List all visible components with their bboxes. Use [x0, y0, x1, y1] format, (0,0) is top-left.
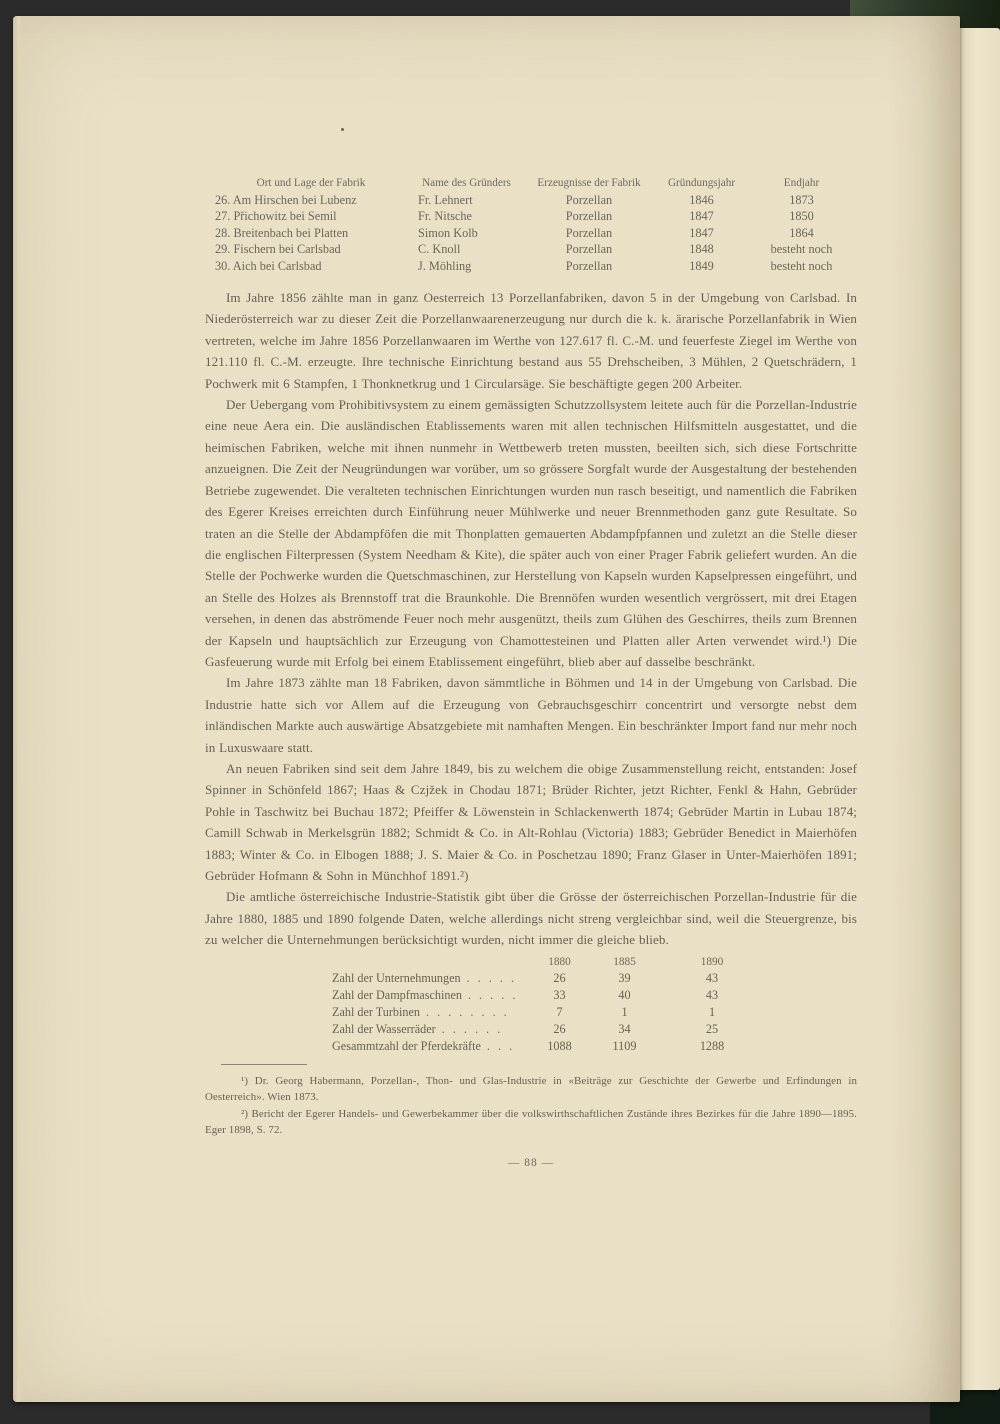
cell-endjahr: besteht noch: [770, 258, 833, 273]
paragraph-1856: Im Jahre 1856 zählte man in ganz Oesterreich 13 Porzellanfabriken, davon 5 in der Umgebung von Carlsbad. In Niederösterreich war zu dieser Zeit die Porzellanwaarenerzeugung nur durch die k. k. ärarische Porzellanfabrik in Wien vertreten, welche im Jahre 1856 Porzellanwaaren im Werthe von 127.617 fl. C.-M. und feuerfeste Ziegel im Werthe von 121.110 fl. C.-M. erzeugte. Ihre technische Einrichtung bestand aus 55 Drehscheiben, 3 Mühlen, 2 Quetschrädern, 1 Pochwerk mit 6 Stampfen, 1 Thonknetkrug und 1 Circularsäge. Sie beschäftigte gegen 200 Arbeiter.: [205, 290, 857, 391]
dot-leader: . . . . . .: [441, 1021, 501, 1036]
stat-label-text: Zahl der Wasserräder: [332, 1021, 436, 1036]
stat-value: 1: [708, 1004, 716, 1019]
table-row: [332, 1021, 762, 1038]
stat-value: 43: [705, 970, 719, 985]
table-row: [332, 1004, 762, 1021]
cell-ort: 27. Přichowitz bei Semil: [215, 209, 337, 224]
stat-value: 40: [618, 987, 631, 1002]
table-row: [332, 970, 762, 987]
table-row: [213, 208, 854, 224]
column-header-gruender: Name des Gründers: [422, 177, 511, 189]
stat-label: [332, 1038, 532, 1055]
stat-label: [332, 987, 532, 1004]
stat-value: 43: [705, 987, 719, 1002]
empty-cell: [332, 954, 532, 970]
cell-erzeugnisse: Porzellan: [565, 242, 613, 257]
dot-leader: . . . . . . . .: [426, 1004, 507, 1019]
cell-gruender: Simon Kolb: [418, 225, 478, 240]
column-header-gruendungsjahr: Gründungsjahr: [667, 177, 736, 189]
table-row: [213, 192, 854, 208]
cell-gruendungsjahr: 1847: [689, 225, 714, 240]
cell-gruendungsjahr: 1847: [689, 209, 714, 224]
stat-value: 26: [553, 970, 566, 985]
stat-value: 7: [556, 1004, 563, 1019]
stat-value: 1288: [699, 1038, 725, 1053]
footnote-2: ²) Bericht der Egerer Handels- und Gewerbekammer über die volkswirthschaftlichen Zustände ihres Bezirkes für die Jahre 1890—1895. Eger 1898, S. 72.: [205, 1107, 857, 1137]
paragraph-neue-fabriken: An neuen Fabriken sind seit dem Jahre 1849, bis zu welchem die obige Zusammenstellung reicht, entstanden: Josef Spinner in Schönfeld 1867; Haas & Czjžek in Chodau 1871; Brüder Richter, jetzt Richter, Fenkl & Hahn, Gebrüder Pohle in Taschwitz bei Buchau 1872; Pfeiffer & Löwenstein in Schlackenwerth 1874; Gebrüder Martin in Lubau 1874; Camill Schwab in Merkelsgrün 1882; Schmidt & Co. in Alt-Rohlau (Victoria) 1883; Gebrüder Benedict in Maierhöfen 1883; Winter & Co. in Elbogen 1888; J. S. Maier & Co. in Poschetzau 1890; Franz Glaser in Unter-Maierhöfen 1891; Gebrüder Hofmann & Sohn in Münchhof 1891.²): [205, 760, 857, 883]
stat-value: 1: [621, 1004, 628, 1019]
cell-endjahr: 1850: [789, 209, 814, 224]
year-1880: 1880: [548, 955, 571, 968]
page-content: [205, 174, 857, 1169]
stat-value: 39: [618, 970, 631, 985]
statistics-year-header: [332, 954, 762, 970]
cell-gruender: J. Möhling: [418, 258, 472, 273]
dot-leader: . . . . .: [467, 987, 516, 1002]
paragraph-1873: Im Jahre 1873 zählte man 18 Fabriken, davon sämmtliche in Böhmen und 14 in der Umgebung von Carlsbad. Die Industrie hatte sich vor Allem auf die Erzeugung von Gebrauchsgeschirr concentrirt und versorgte nebst dem inländischen Markte auch auswärtige Absatzgebiete mit namhaften Mengen. Ein beschränkter Import fand nur mehr noch in Luxuswaare statt.: [205, 675, 857, 755]
table-row: [213, 241, 854, 257]
stat-label-text: Zahl der Turbinen: [332, 1004, 421, 1019]
cell-ort: 26. Am Hirschen bei Lubenz: [215, 193, 357, 207]
column-header-endjahr: Endjahr: [783, 177, 820, 189]
stat-value: 1088: [547, 1038, 572, 1053]
dot-leader: . . .: [486, 1038, 513, 1053]
footnote-divider: [221, 1064, 307, 1065]
page-number: — 88 —: [507, 1157, 555, 1169]
body-text: [205, 287, 857, 951]
table-row: [213, 225, 854, 241]
factory-table-header: [213, 174, 854, 192]
paragraph-statistik: Die amtliche österreichische Industrie-Statistik gibt über die Grösse der österreichischen Porzellan-Industrie für die Jahre 1880, 1885 und 1890 folgende Daten, welche allerdings nicht streng vergleichbar sind, weil die Steuergrenze, bis zu welcher die Unternehmungen berücksichtigt wurden, nicht immer die gleiche blieb.: [205, 889, 857, 948]
cell-ort: 30. Aich bei Carlsbad: [215, 258, 322, 273]
year-1885: 1885: [613, 955, 636, 968]
factory-table: [213, 174, 854, 274]
stat-label-text: Zahl der Dampfmaschinen: [332, 987, 462, 1002]
cell-gruender: C. Knoll: [418, 242, 461, 257]
cell-erzeugnisse: Porzellan: [565, 225, 613, 240]
statistics-table: [332, 954, 762, 1055]
cell-gruender: Fr. Lehnert: [418, 193, 473, 207]
stat-label-text: Gesammtzahl der Pferdekräfte: [332, 1038, 481, 1053]
stat-value: 25: [705, 1021, 719, 1036]
stat-label: [332, 1004, 532, 1021]
book-page: [13, 16, 960, 1402]
stat-label: [332, 1021, 532, 1038]
column-header-ort: Ort und Lage der Fabrik: [256, 177, 366, 189]
cell-gruender: Fr. Nitsche: [418, 209, 472, 224]
cell-endjahr: 1864: [789, 225, 814, 240]
cell-gruendungsjahr: 1849: [689, 258, 714, 273]
stat-value: 1109: [612, 1038, 637, 1053]
stat-value: 33: [553, 987, 566, 1002]
facing-page-edge: [956, 28, 1000, 1390]
stat-value: 26: [553, 1021, 566, 1036]
page-edge: [13, 16, 22, 1402]
footnotes: [205, 1073, 857, 1139]
year-1890: 1890: [700, 955, 724, 968]
table-row: [213, 258, 854, 274]
cell-endjahr: besteht noch: [770, 242, 833, 257]
table-row: [332, 987, 762, 1004]
cell-erzeugnisse: Porzellan: [565, 209, 613, 224]
paragraph-uebergang: Der Uebergang vom Prohibitivsystem zu einem gemässigten Schutzzollsystem leitete auch für die Porzellan-Industrie eine neue Aera ein. Die ausländischen Etablissements waren mit allen technischen Hilfsmitteln ausgestattet, und die heimischen Fabriken, welche mit ihnen nunmehr in Wettbewerb treten mussten, beeilten sich, sich diese Fortschritte anzueignen. Die Zeit der Neugründungen war vorüber, um so grössere Sorgfalt wurde der Ausgestaltung der bestehenden Betriebe zugewendet. Die veralteten technischen Einrichtungen wurden nun rasch beseitigt, und namentlich die Fabriken des Egerer Kreises erreichten durch Einführung neuer Mühlwerke und neuer Brennmethoden ganz gute Resultate. So traten an die Stelle der Abdampföfen die mit Thonplatten gemauerten Abdampfpfannen und zuletzt an die Stelle dieser die englischen Filterpressen (System Needham & Kite), die später auch von einer Prager Fabrik geliefert wurden. An die Stelle der Pochwerke wurden die Quetschmaschinen, zur Herstellung von Kapseln wurden Kapselpressen eingeführt, und an Stelle des Holzes als Brennstoff trat die Braunkohle. Die Brennöfen wurden wesentlich vergrössert, mit drei Etagen versehen, in denen das abströmende Feuer noch mehr ausgenützt, theils zum Glühen des Geschirres, theils zum Brennen der Kapseln und hauptsächlich zur Erzeugung von Chamottesteinen und Platten aller Arten verwendet wird.¹) Die Gasfeuerung wurde mit Erfolg bei einem Etablissement eingeführt, blieb aber auf dasselbe beschränkt.: [205, 397, 857, 669]
dot-leader: . . . . .: [466, 970, 515, 985]
print-speck: [341, 128, 344, 131]
cell-endjahr: 1873: [789, 193, 814, 207]
cell-gruendungsjahr: 1846: [689, 193, 714, 207]
cell-erzeugnisse: Porzellan: [565, 193, 613, 207]
cell-ort: 28. Breitenbach bei Platten: [215, 225, 349, 240]
stat-label: [332, 970, 532, 987]
column-header-erzeugnisse: Erzeugnisse der Fabrik: [537, 177, 641, 189]
stat-value: 34: [618, 1021, 631, 1036]
table-row: [332, 1038, 762, 1055]
footnote-1: ¹) Dr. Georg Habermann, Porzellan-, Thon- und Glas-Industrie in «Beiträge zur Geschichte der Gewerbe und Erfindungen in Oesterreich». Wien 1873.: [205, 1074, 857, 1104]
stat-label-text: Zahl der Unternehmungen: [332, 970, 461, 985]
cell-erzeugnisse: Porzellan: [565, 258, 613, 273]
cell-gruendungsjahr: 1848: [689, 242, 714, 257]
cell-ort: 29. Fischern bei Carlsbad: [215, 242, 341, 257]
